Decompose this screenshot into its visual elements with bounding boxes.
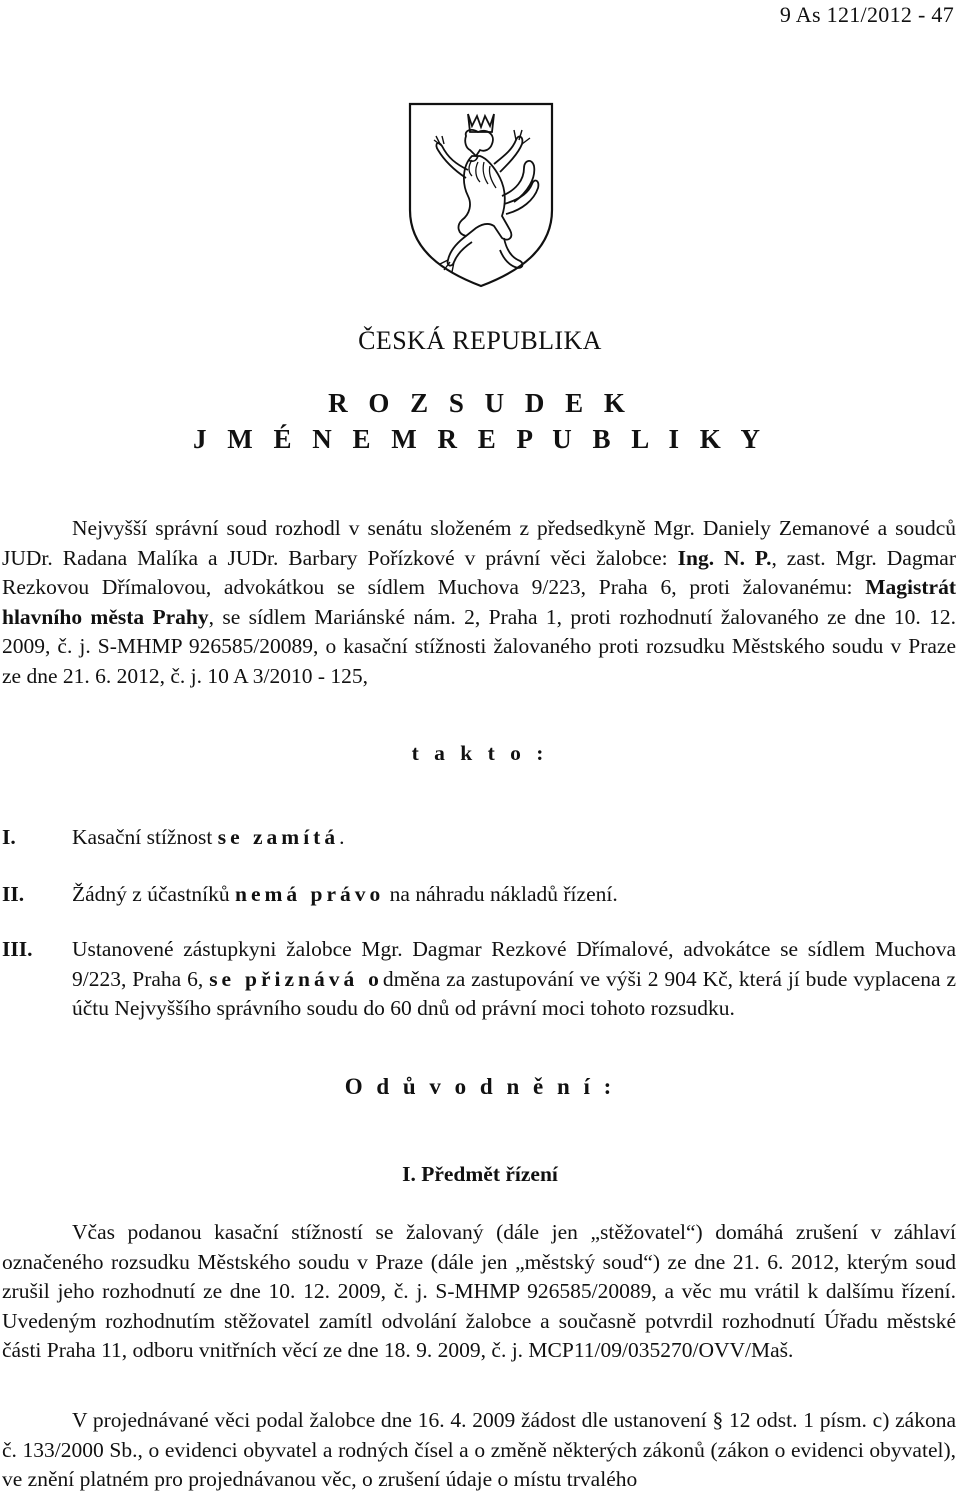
plaintiff-name: Ing. N. P. <box>677 545 772 570</box>
body-paragraph: Včas podanou kasační stížností se žalovaný (dále jen „stěžovatel“) domáhá zrušení v záhlaví označeného rozsudku Městského soudu v Praze (dále jen „městský soud“) ze dne 21. 6. 2012, kterým soud zrušil jeho rozhodnutí ze dne 10. 12. 2009, č. j. S-MHMP 926585/20089, a věc mu vrátil k dalšímu řízení. Uvedeným rozhodnutím stěžovatel zamítl odvolání žalobce a současně potvrdil rozhodnutí Úřadu městské části Praha 11, odboru vnitřních věcí ze dne 18. 9. 2009, č. j. MCP11/09/035270/OVV/Maš. <box>2 1220 956 1363</box>
defendant-name: Magistrát hlavního města Prahy <box>2 575 956 629</box>
section-heading: I. Předmět řízení <box>402 1162 558 1186</box>
verdict-text: . <box>339 825 345 849</box>
verdict-text: dměna za zastupování ve výši 2 904 Kč, která jí bude vyplacena z účtu Nejvyššího správního soudu do 60 dnů od právní moci tohoto rozsudku. <box>72 966 956 1021</box>
intro-paragraph <box>2 514 956 692</box>
verdict-text: Ustanovené zástupkyni žalobce Mgr. Dagmar Rezkové Dřímalové, advokátce se sídlem Muchova 9/223, Praha 6, <box>72 937 956 991</box>
takto-heading: t a k t o : <box>411 741 549 765</box>
verdict-item <box>2 935 956 1024</box>
verdict-emphasis: se zamítá <box>217 825 340 849</box>
country-heading: ČESKÁ REPUBLIKA <box>358 326 602 355</box>
intro-text-2: , zast. Mgr. Dagmar Rezkovou Dřímalovou, advokátkou se sídlem Muchova 9/223, Praha 6, proti žalovanému: <box>2 545 956 600</box>
body-paragraph: V projednávané věci podal žalobce dne 16. 4. 2009 žádost dle ustanovení § 12 odst. 1 písm. c) zákona č. 133/2000 Sb., o evidenci obyvatel a rodných čísel a o změně některých zákonů (zákon o evidenci obyvatel), ve znění platném pro projednávanou věc, o zrušení údaje o místu trvalého <box>2 1408 956 1492</box>
document-reference: 9 As 121/2012 - 47 <box>779 2 954 27</box>
intro-text-3: , se sídlem Mariánské nám. 2, Praha 1, proti rozhodnutí žalovaného ze dne 10. 12. 2009, č. j. S-MHMP 926585/20089, o kasační stížnosti žalovaného proti rozsudku Městského soudu v Praze ze dne 21. 6. 2012, č. j. 10 A 3/2010 - 125, <box>2 604 957 688</box>
verdict-item <box>2 880 956 910</box>
reasoning-heading: O d ů v o d n ě n í : <box>344 1074 616 1099</box>
judgment-subtitle: J M É N E M R E P U B L I K Y <box>192 424 768 454</box>
verdict-text: Kasační stížnost <box>72 825 218 849</box>
czech-coat-of-arms-icon <box>406 100 556 290</box>
judgment-title: R O Z S U D E K <box>328 388 632 418</box>
verdict-emphasis: se přiznává o <box>209 966 383 991</box>
verdict-text: Žádný z účastníků <box>72 882 235 906</box>
verdict-item <box>2 823 956 853</box>
verdict-emphasis: nemá právo <box>235 882 385 906</box>
verdict-text: na náhradu nákladů řízení. <box>384 882 618 906</box>
intro-text-1: Nejvyšší správní soud rozhodl v senátu složeném z předsedkyně Mgr. Daniely Zemanové a soudců JUDr. Radana Malíka a JUDr. Barbary Pořízkové v právní věci žalobce: <box>2 516 956 570</box>
verdict-number: I. <box>2 825 16 849</box>
verdict-number: II. <box>2 882 25 906</box>
verdict-number: III. <box>2 937 33 961</box>
